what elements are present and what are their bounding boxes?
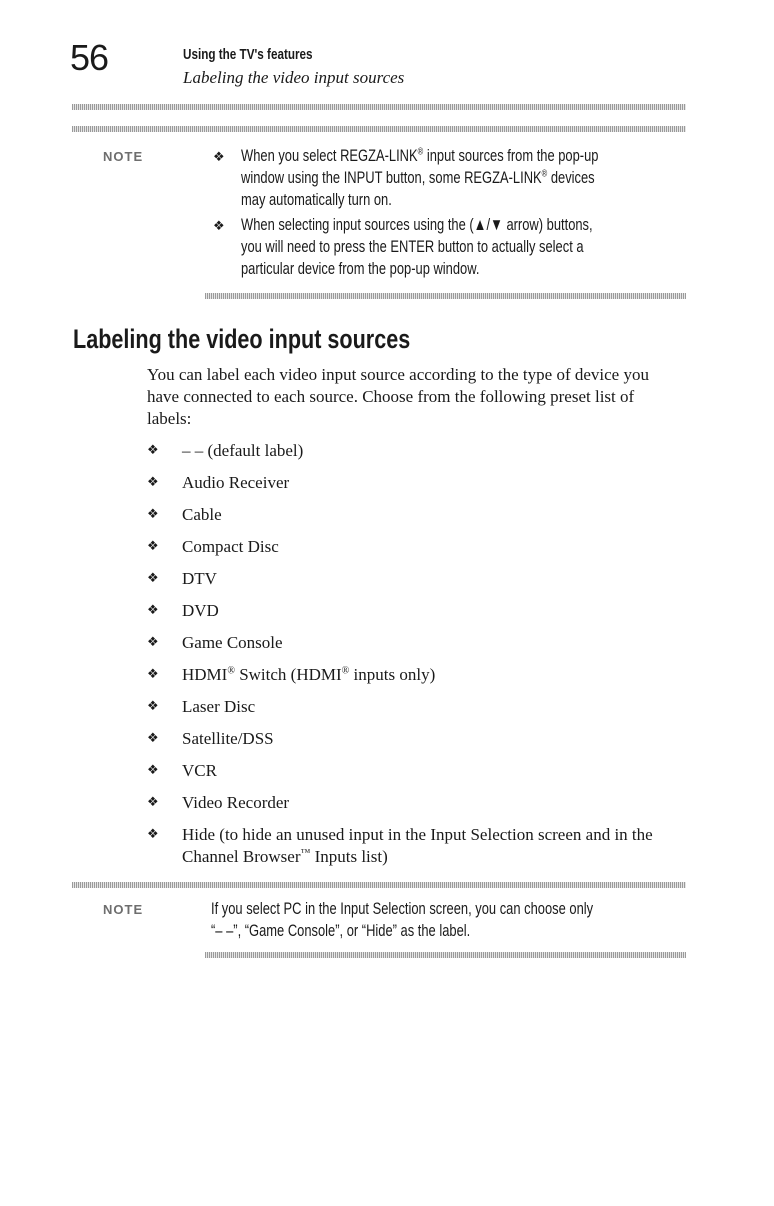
note2-line-2: “– –”, “Game Console”, or “Hide” as the label. (211, 921, 471, 940)
list-bullet: ❖ (147, 571, 159, 586)
label-item-satellite-dss: Satellite/DSS (182, 729, 274, 748)
note1-bottom-rule (205, 293, 686, 299)
label-item-dtv: DTV (182, 569, 217, 588)
note2-bottom-rule (205, 952, 686, 958)
list-bullet: ❖ (147, 763, 159, 778)
label-item-hdmi-switch: HDMI® Switch (HDMI® inputs only) (182, 665, 436, 684)
label-item-game-console: Game Console (182, 633, 283, 652)
list-bullet: ❖ (147, 507, 159, 522)
label-item-compact-disc: Compact Disc (182, 537, 279, 556)
label-item-audio-receiver: Audio Receiver (182, 473, 290, 492)
list-bullet: ❖ (147, 827, 159, 842)
note1-item-2-line-3: particular device from the pop-up window. (241, 259, 480, 278)
note2-line-1: If you select PC in the Input Selection screen, you can choose only (211, 899, 594, 918)
note1-item-2-line-2: you will need to press the ENTER button to actually select a (241, 237, 584, 256)
intro-paragraph: You can label each video input source according to the type of device you have connected to each source. Choose from the following preset list of labels: (147, 365, 649, 428)
note1-top-rule (72, 126, 686, 132)
list-bullet: ❖ (147, 795, 159, 810)
note1-bullet-1: ❖ (213, 150, 225, 165)
section-subtitle: Labeling the video input sources (183, 68, 405, 87)
list-bullet: ❖ (147, 539, 159, 554)
list-bullet: ❖ (147, 667, 159, 682)
label-item-laser-disc: Laser Disc (182, 697, 256, 716)
label-item-video-recorder: Video Recorder (182, 793, 290, 812)
note1-item-1-line-3: may automatically turn on. (241, 190, 392, 209)
list-bullet: ❖ (147, 603, 159, 618)
list-bullet: ❖ (147, 443, 159, 458)
note1-item-2-line-1: When selecting input sources using the (▲/▼ arrow) buttons, (241, 215, 593, 234)
note1-item-1-line-1: When you select REGZA-LINK® input sources from the pop-up (241, 146, 599, 165)
label-item-dvd: DVD (182, 601, 219, 620)
list-bullet: ❖ (147, 699, 159, 714)
list-bullet: ❖ (147, 731, 159, 746)
label-item-hide: Hide (to hide an unused input in the Input Selection screen and in the Channel Browser™ Inputs list) (182, 825, 653, 866)
list-bullet: ❖ (147, 635, 159, 650)
note1-bullet-2: ❖ (213, 219, 225, 234)
section-heading: Labeling the video input sources (73, 324, 411, 354)
note2-top-rule (72, 882, 686, 888)
chapter-title: Using the TV's features (183, 46, 313, 63)
list-bullet: ❖ (147, 475, 159, 490)
note1-label: NOTE (103, 149, 144, 164)
note1-item-1-line-2: window using the INPUT button, some REGZA-LINK® devices (241, 168, 595, 187)
header-rule (72, 104, 686, 110)
note2-label: NOTE (103, 902, 144, 917)
label-item-cable: Cable (182, 505, 222, 524)
label-item-default: – – (default label) (182, 441, 304, 460)
label-item-vcr: VCR (182, 761, 217, 780)
page-number: 56 (70, 37, 109, 78)
